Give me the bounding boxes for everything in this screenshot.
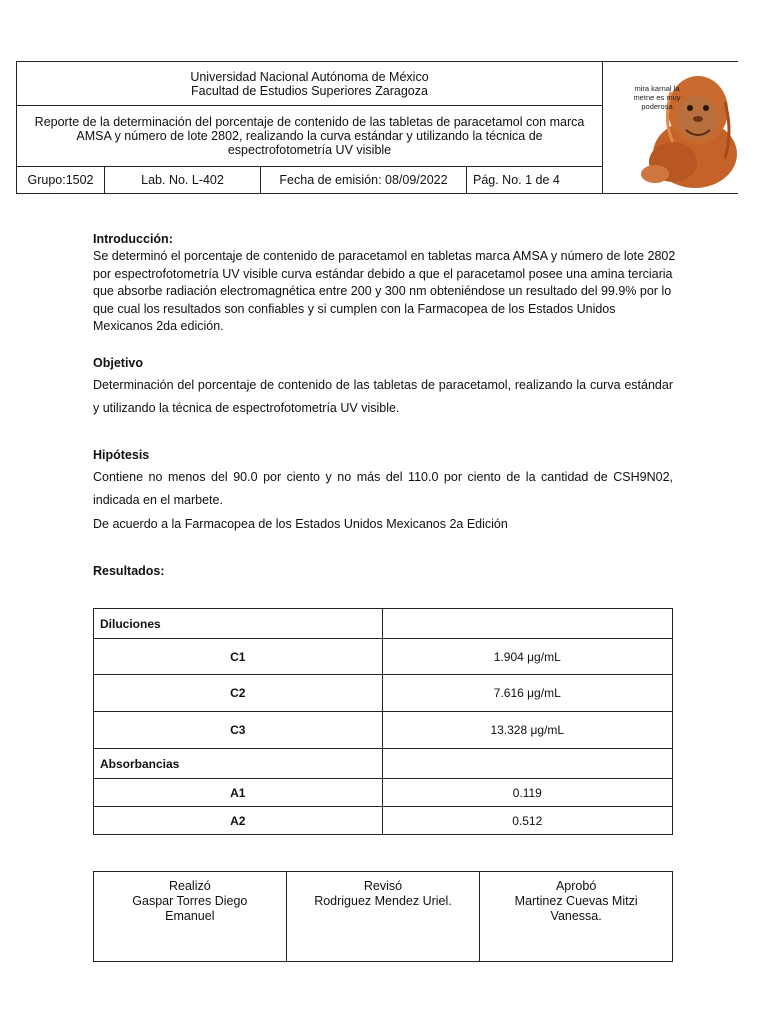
header-institution-block [17, 62, 602, 105]
report-title: Reporte de la determinación del porcentaje de contenido de las tabletas de paracetamol con marca AMSA y número de lote 2802, realizando la curva estándar y utilizando la técnica de espectrofotometría UV visible [34, 115, 585, 157]
orangutan-photo [603, 62, 738, 193]
table-row [94, 639, 673, 675]
table-row [94, 779, 673, 807]
realizo-role: Realizó [168, 879, 211, 893]
realizo-name: Gaspar Torres Diego Emanuel [132, 894, 248, 923]
absorbance-value: 0.119 [382, 779, 672, 807]
signature-aprobo [480, 872, 673, 962]
document-header [16, 61, 738, 194]
table-row [94, 749, 673, 779]
lab-cell: Lab. No. L-402 [141, 173, 224, 187]
introduccion-title: Introducción: [93, 232, 173, 246]
hipotesis-title: Hipótesis [93, 448, 150, 462]
image-caption: mira karnal la metne es muy poderosa [633, 84, 681, 111]
dilution-label: C2 [94, 675, 383, 712]
signature-reviso [286, 872, 480, 962]
absorbance-label: A2 [94, 807, 383, 835]
hipotesis-text: Contiene no menos del 90.0 por ciento y no más del 110.0 por ciento de la cantidad de CSH9N02, indicada en el marbete. [93, 470, 673, 507]
diluciones-header: Diluciones [94, 609, 383, 639]
objetivo-text: Determinación del porcentaje de contenido de las tabletas de paracetamol, realizando la curva estándar y utilizando la técnica de espectrofotometría UV visible. [93, 378, 673, 415]
dilution-label: C1 [94, 639, 383, 675]
grupo-cell: Grupo:1502 [27, 173, 94, 187]
signature-table [93, 871, 673, 962]
dilution-value: 7.616 μg/mL [382, 675, 672, 712]
absorbance-value: 0.512 [382, 807, 672, 835]
table-row [94, 609, 673, 639]
reviso-name: Rodriguez Mendez Uriel. [314, 894, 452, 908]
introduccion-text: Se determinó el porcentaje de contenido de paracetamol en tabletas marca AMSA y número de lote 2802 por espectrofotometría UV visible curva estándar debido a que el paracetamol posee una amina terciaria que absorbe radiación electromagnética entre 200 y 300 nm obteniéndose un resultado del 99.9% por lo que cual los resultados son confiables y si cumplen con la Farmacopea de los Estados Unidos Mexicanos 2da edición. [93, 249, 676, 333]
results-table [93, 608, 673, 835]
resultados-title: Resultados: [93, 564, 165, 578]
table-row [94, 675, 673, 712]
objetivo-title: Objetivo [93, 356, 144, 370]
fecha-cell: Fecha de emisión: 08/09/2022 [279, 173, 448, 187]
table-row [94, 807, 673, 835]
orangutan-illustration [603, 62, 738, 193]
aprobo-name: Martinez Cuevas Mitzi Vanessa. [514, 894, 638, 923]
absorbancias-header: Absorbancias [94, 749, 383, 779]
aprobo-role: Aprobó [555, 879, 597, 893]
pagina-cell: Pág. No. 1 de 4 [473, 173, 560, 187]
absorbance-label: A1 [94, 779, 383, 807]
dilution-value: 13.328 μg/mL [382, 712, 672, 749]
dilution-label: C3 [94, 712, 383, 749]
signature-realizo [94, 872, 287, 962]
reviso-role: Revisó [363, 879, 403, 893]
hipotesis-reference: De acuerdo a la Farmacopea de los Estados Unidos Mexicanos 2a Edición [93, 517, 508, 531]
faculty-name: Facultad de Estudios Superiores Zaragoza [191, 83, 428, 98]
dilution-value: 1.904 μg/mL [382, 639, 672, 675]
institution-name: Universidad Nacional Autónoma de México [190, 69, 429, 84]
table-row [94, 712, 673, 749]
